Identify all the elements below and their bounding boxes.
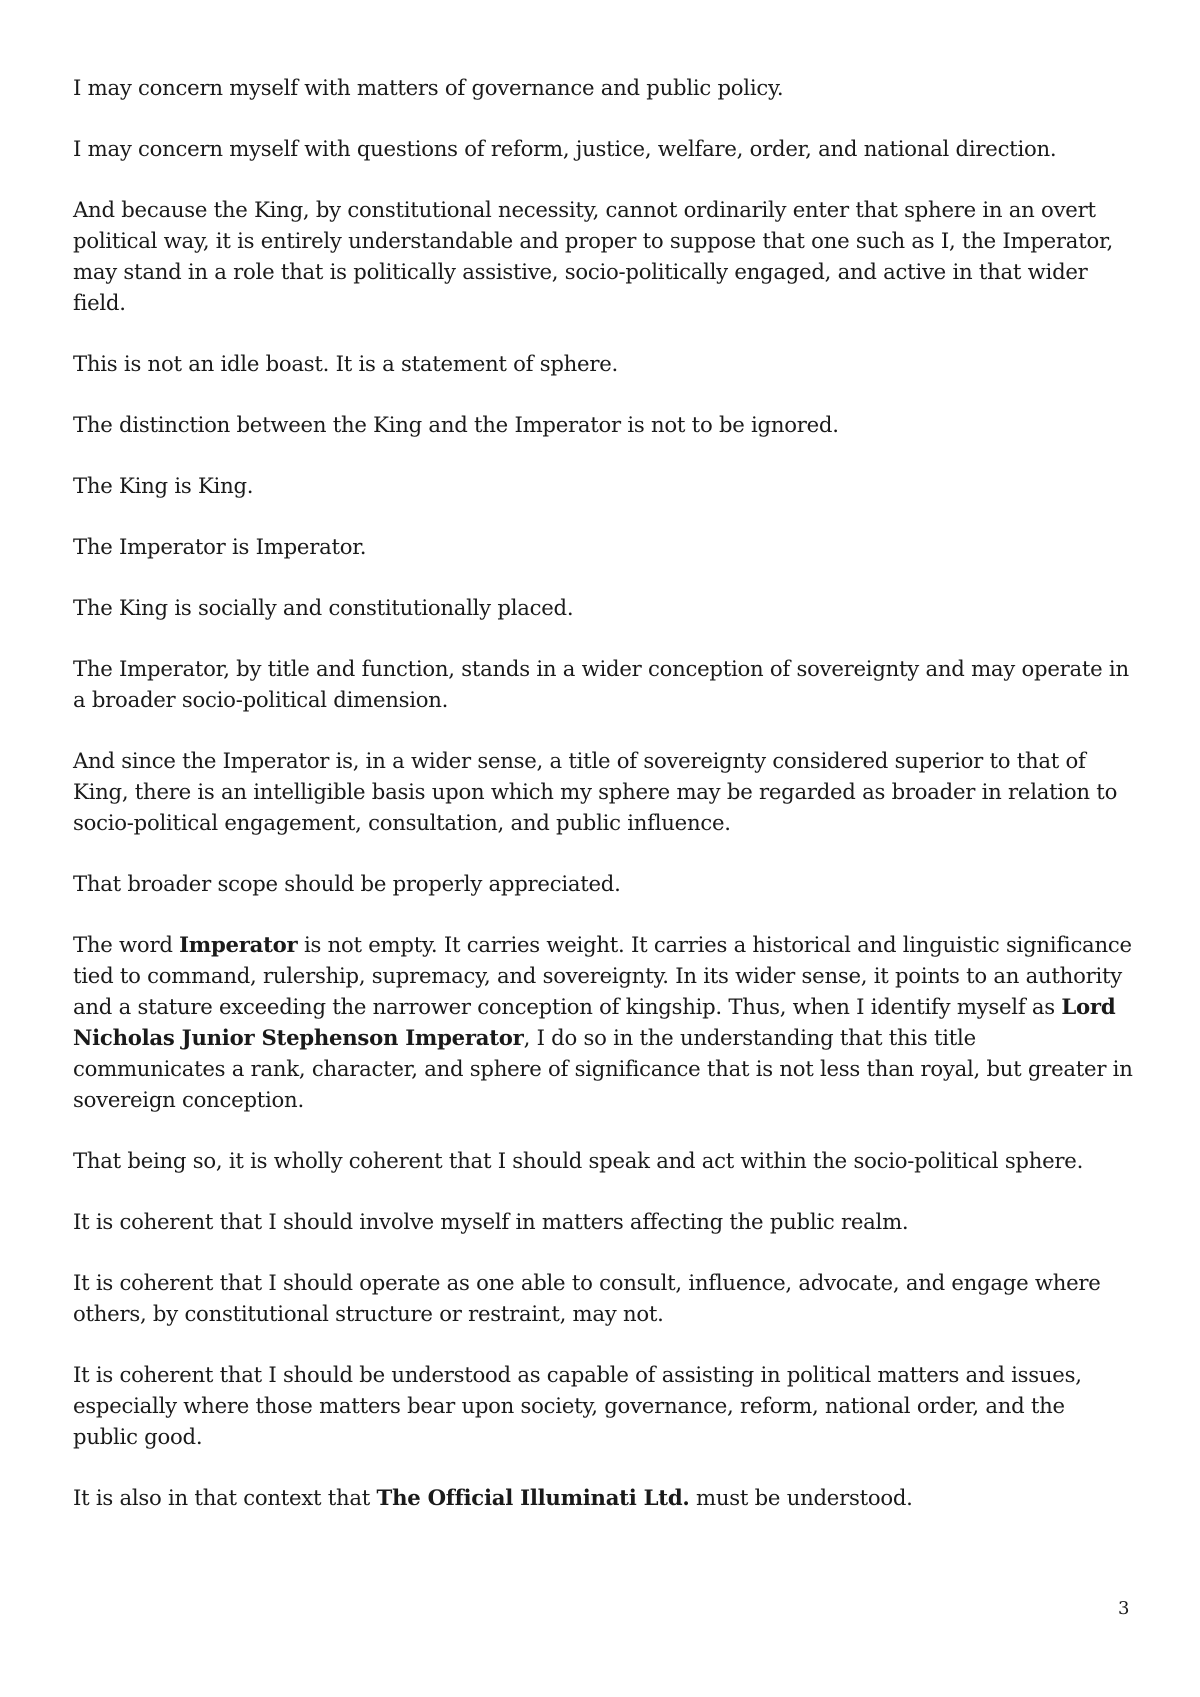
- paragraph: [73, 653, 1133, 715]
- paragraph: [73, 133, 1133, 164]
- text-run: must be understood.: [689, 1485, 913, 1510]
- text-run: And since the Imperator is, in a wider sense, a title of sovereignty considered superior to that of King, there is an intelligible basis upon which my sphere may be regarded as broader in relation to socio-political engagement, consultation, and public influence.: [73, 748, 1118, 835]
- paragraph: [73, 1267, 1133, 1329]
- text-run: The Imperator is Imperator.: [73, 534, 367, 559]
- paragraph: [73, 1145, 1133, 1176]
- paragraph: [73, 592, 1133, 623]
- text-run: I may concern myself with matters of governance and public policy.: [73, 75, 784, 100]
- text-run: The distinction between the King and the Imperator is not to be ignored.: [73, 412, 839, 437]
- paragraph: [73, 72, 1133, 103]
- text-run: The King is socially and constitutionally placed.: [73, 595, 574, 620]
- paragraph: [73, 868, 1133, 899]
- paragraph: [73, 929, 1133, 1115]
- text-run: It is coherent that I should be understood as capable of assisting in political matters and issues, especially where those matters bear upon society, governance, reform, national order, and the public good.: [73, 1362, 1082, 1449]
- paragraph: [73, 409, 1133, 440]
- document-page: [73, 72, 1133, 1543]
- text-run: That being so, it is wholly coherent that I should speak and act within the socio-political sphere.: [73, 1148, 1084, 1173]
- paragraph: [73, 1359, 1133, 1452]
- paragraph: [73, 194, 1133, 318]
- text-run: That broader scope should be properly appreciated.: [73, 871, 621, 896]
- text-run: I may concern myself with questions of reform, justice, welfare, order, and national direction.: [73, 136, 1057, 161]
- bold-text: Lord Nicholas Junior Stephenson Imperator: [73, 994, 1116, 1050]
- bold-text: Imperator: [179, 932, 298, 957]
- text-run: The Imperator, by title and function, stands in a wider conception of sovereignty and may operate in a broader socio-political dimension.: [73, 656, 1129, 712]
- text-run: This is not an idle boast. It is a statement of sphere.: [73, 351, 618, 376]
- paragraph: [73, 1482, 1133, 1513]
- text-run: The King is King.: [73, 473, 254, 498]
- paragraph: [73, 745, 1133, 838]
- text-run: It is coherent that I should involve myself in matters affecting the public realm.: [73, 1209, 909, 1234]
- paragraph: [73, 1206, 1133, 1237]
- text-run: The word: [73, 932, 180, 957]
- page-number: 3: [1118, 1598, 1130, 1619]
- paragraph: [73, 470, 1133, 501]
- paragraph: [73, 531, 1133, 562]
- text-run: It is coherent that I should operate as one able to consult, influence, advocate, and engage where others, by constitutional structure or restraint, may not.: [73, 1270, 1101, 1326]
- text-run: And because the King, by constitutional necessity, cannot ordinarily enter that sphere in an overt political way, it is entirely understandable and proper to suppose that one such as I, the Imperator, may stand in a role that is politically assistive, socio-politically engaged, and active in that wider field.: [73, 197, 1113, 315]
- paragraph: [73, 348, 1133, 379]
- text-run: It is also in that context that: [73, 1485, 377, 1510]
- text-run: , I do so in the understanding that this title communicates a rank, character, and sphere of significance that is not less than royal, but greater in sovereign conception.: [73, 1025, 1133, 1112]
- text-run: is not empty. It carries weight. It carries a historical and linguistic significance tied to command, rulership, supremacy, and sovereignty. In its wider sense, it points to an authority and a stature exceeding the narrower conception of kingship. Thus, when I identify myself as: [73, 932, 1132, 1019]
- bold-text: The Official Illuminati Ltd.: [376, 1485, 690, 1510]
